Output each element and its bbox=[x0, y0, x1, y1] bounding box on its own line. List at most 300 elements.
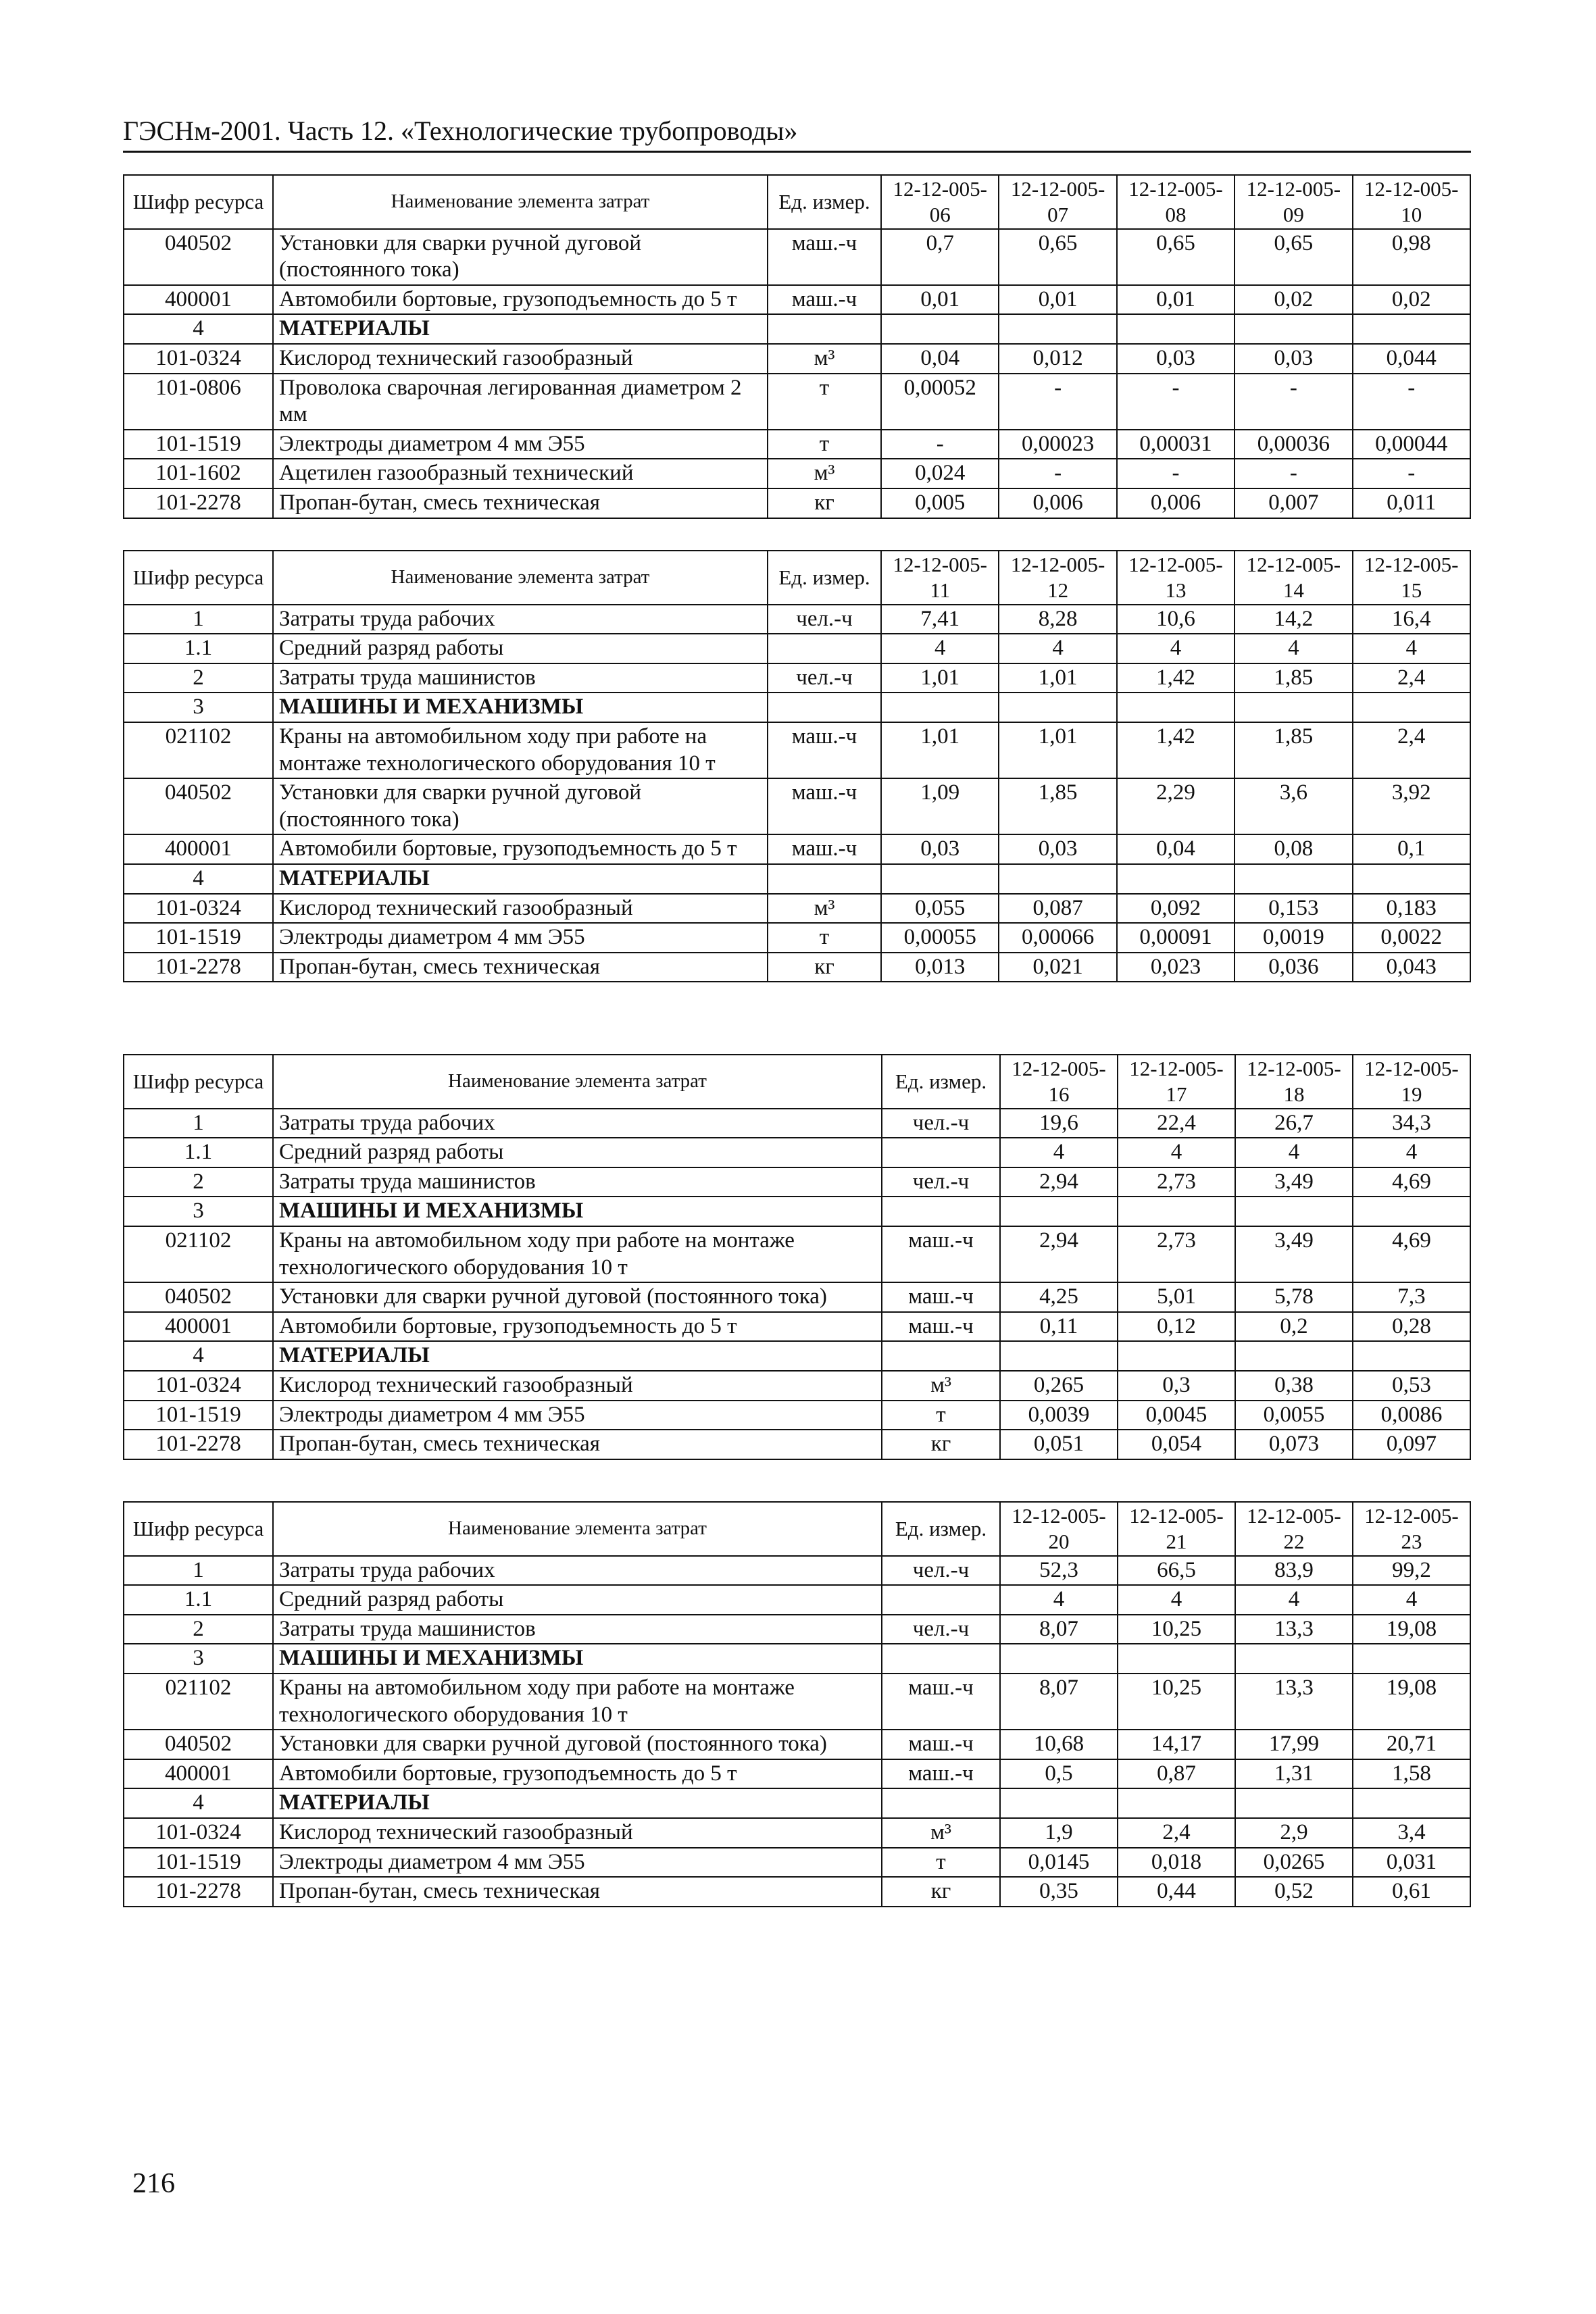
resource-code: 101-0324 bbox=[124, 1818, 273, 1848]
value-cell: 0,12 bbox=[1118, 1312, 1235, 1342]
value-cell: 0,00023 bbox=[999, 430, 1116, 459]
value-cell: 8,28 bbox=[999, 605, 1116, 634]
value-cell: 0,04 bbox=[881, 344, 999, 374]
cost-element-name: МАТЕРИАЛЫ bbox=[273, 314, 768, 344]
value-cell: 1,01 bbox=[999, 722, 1116, 778]
table-row bbox=[124, 1877, 1470, 1907]
resource-code: 021102 bbox=[124, 722, 273, 778]
value-cell: 0,092 bbox=[1117, 894, 1235, 924]
value-cell: 10,25 bbox=[1118, 1615, 1235, 1644]
table-row bbox=[124, 1401, 1470, 1430]
value-cell bbox=[881, 314, 999, 344]
value-cell: 0,02 bbox=[1353, 285, 1470, 315]
unit-cell: т bbox=[768, 923, 881, 953]
resource-code: 101-1519 bbox=[124, 1848, 273, 1878]
value-cell: - bbox=[1117, 459, 1235, 488]
unit-cell: маш.-ч bbox=[882, 1730, 1000, 1759]
norm-table-2 bbox=[123, 550, 1471, 982]
value-cell: 0,3 bbox=[1118, 1371, 1235, 1401]
value-cell: 0,11 bbox=[1000, 1312, 1118, 1342]
value-cell: 0,0019 bbox=[1235, 923, 1352, 953]
table-row bbox=[124, 488, 1470, 518]
value-cell: 0,65 bbox=[999, 229, 1116, 285]
value-cell: 0,52 bbox=[1235, 1877, 1353, 1907]
table-row bbox=[124, 778, 1470, 834]
value-cell: 0,44 bbox=[1118, 1877, 1235, 1907]
unit-cell: чел.-ч bbox=[882, 1109, 1000, 1138]
header-name: Наименование элемента затрат bbox=[273, 1055, 882, 1109]
value-cell bbox=[1353, 1644, 1470, 1674]
value-cell: 1,01 bbox=[881, 722, 999, 778]
value-cell: 7,41 bbox=[881, 605, 999, 634]
cost-element-name: Пропан-бутан, смесь техническая bbox=[273, 953, 768, 982]
header-norm-code: 12-12-005-16 bbox=[1000, 1055, 1118, 1109]
unit-cell bbox=[882, 1138, 1000, 1167]
value-cell bbox=[1353, 1788, 1470, 1818]
value-cell: 0,02 bbox=[1235, 285, 1352, 315]
unit-cell: кг bbox=[882, 1877, 1000, 1907]
header-norm-code: 12-12-005-10 bbox=[1353, 175, 1470, 229]
value-cell bbox=[1117, 314, 1235, 344]
value-cell: 0,38 bbox=[1235, 1371, 1353, 1401]
value-cell: 4 bbox=[1235, 1138, 1353, 1167]
value-cell: 0,65 bbox=[1117, 229, 1235, 285]
table-row bbox=[124, 1109, 1470, 1138]
value-cell: 0,0045 bbox=[1118, 1401, 1235, 1430]
value-cell: 4 bbox=[1353, 1138, 1470, 1167]
value-cell: - bbox=[999, 374, 1116, 430]
value-cell: 0,0265 bbox=[1235, 1848, 1353, 1878]
value-cell: 3,49 bbox=[1235, 1167, 1353, 1197]
value-cell: 1,31 bbox=[1235, 1759, 1353, 1789]
unit-cell: маш.-ч bbox=[882, 1759, 1000, 1789]
table-header-row bbox=[124, 551, 1470, 605]
unit-cell: чел.-ч bbox=[882, 1167, 1000, 1197]
value-cell: 16,4 bbox=[1353, 605, 1470, 634]
value-cell bbox=[999, 314, 1116, 344]
value-cell bbox=[1000, 1341, 1118, 1371]
value-cell: 0,65 bbox=[1235, 229, 1352, 285]
cost-element-name: Установки для сварки ручной дуговой (постоянного тока) bbox=[273, 229, 768, 285]
unit-cell: маш.-ч bbox=[882, 1226, 1000, 1282]
cost-element-name: Затраты труда машинистов bbox=[273, 1615, 882, 1644]
header-norm-code: 12-12-005-13 bbox=[1117, 551, 1235, 605]
header-code: Шифр ресурса bbox=[124, 1055, 273, 1109]
resource-code: 021102 bbox=[124, 1226, 273, 1282]
header-name: Наименование элемента затрат bbox=[273, 175, 768, 229]
resource-code: 101-1519 bbox=[124, 923, 273, 953]
header-norm-code: 12-12-005-14 bbox=[1235, 551, 1352, 605]
value-cell: 0,023 bbox=[1117, 953, 1235, 982]
resource-code: 101-0324 bbox=[124, 1371, 273, 1401]
value-cell: 0,35 bbox=[1000, 1877, 1118, 1907]
resource-code: 040502 bbox=[124, 778, 273, 834]
value-cell: 1,85 bbox=[999, 778, 1116, 834]
value-cell: 3,4 bbox=[1353, 1818, 1470, 1848]
value-cell: 0,03 bbox=[1117, 344, 1235, 374]
value-cell: 0,021 bbox=[999, 953, 1116, 982]
unit-cell: кг bbox=[768, 488, 881, 518]
value-cell: 2,94 bbox=[1000, 1226, 1118, 1282]
norm-table-4 bbox=[123, 1501, 1471, 1907]
value-cell: 13,3 bbox=[1235, 1615, 1353, 1644]
table-row bbox=[124, 1585, 1470, 1615]
table-row bbox=[124, 722, 1470, 778]
unit-cell: м³ bbox=[768, 459, 881, 488]
unit-cell: маш.-ч bbox=[768, 722, 881, 778]
value-cell: 0,2 bbox=[1235, 1312, 1353, 1342]
unit-cell: маш.-ч bbox=[768, 834, 881, 864]
value-cell: 26,7 bbox=[1235, 1109, 1353, 1138]
value-cell: 0,00091 bbox=[1117, 923, 1235, 953]
page-header: ГЭСНм-2001. Часть 12. «Технологические трубопроводы» bbox=[123, 111, 1471, 153]
header-norm-code: 12-12-005-12 bbox=[999, 551, 1116, 605]
value-cell bbox=[1000, 1197, 1118, 1226]
header-norm-code: 12-12-005-08 bbox=[1117, 175, 1235, 229]
value-cell: 0,153 bbox=[1235, 894, 1352, 924]
value-cell: 1,01 bbox=[999, 663, 1116, 693]
value-cell: 4 bbox=[1235, 1585, 1353, 1615]
value-cell bbox=[1353, 693, 1470, 722]
header-norm-code: 12-12-005-15 bbox=[1353, 551, 1470, 605]
value-cell: 3,92 bbox=[1353, 778, 1470, 834]
header-unit: Ед. измер. bbox=[882, 1502, 1000, 1556]
cost-element-name: Краны на автомобильном ходу при работе на монтаже технологического оборудования 10 т bbox=[273, 722, 768, 778]
table-row bbox=[124, 229, 1470, 285]
value-cell: 2,73 bbox=[1118, 1226, 1235, 1282]
value-cell: 0,61 bbox=[1353, 1877, 1470, 1907]
resource-code: 1 bbox=[124, 605, 273, 634]
value-cell: 52,3 bbox=[1000, 1556, 1118, 1586]
cost-element-name: Средний разряд работы bbox=[273, 634, 768, 663]
value-cell bbox=[1117, 864, 1235, 894]
resource-code: 400001 bbox=[124, 1312, 273, 1342]
resource-code: 400001 bbox=[124, 834, 273, 864]
section-row bbox=[124, 1341, 1470, 1371]
unit-cell: маш.-ч bbox=[768, 285, 881, 315]
value-cell bbox=[1353, 1197, 1470, 1226]
value-cell: 4,25 bbox=[1000, 1282, 1118, 1312]
resource-code: 101-0324 bbox=[124, 894, 273, 924]
cost-element-name: Затраты труда рабочих bbox=[273, 605, 768, 634]
value-cell: 0,08 bbox=[1235, 834, 1352, 864]
value-cell: 4 bbox=[881, 634, 999, 663]
table-row bbox=[124, 1818, 1470, 1848]
value-cell: 4 bbox=[1118, 1585, 1235, 1615]
cost-element-name: Затраты труда машинистов bbox=[273, 1167, 882, 1197]
resource-code: 101-1519 bbox=[124, 1401, 273, 1430]
unit-cell: м³ bbox=[882, 1371, 1000, 1401]
unit-cell: чел.-ч bbox=[768, 663, 881, 693]
resource-code: 101-2278 bbox=[124, 953, 273, 982]
value-cell: 5,78 bbox=[1235, 1282, 1353, 1312]
value-cell: 0,00036 bbox=[1235, 430, 1352, 459]
header-name: Наименование элемента затрат bbox=[273, 551, 768, 605]
value-cell: 0,013 bbox=[881, 953, 999, 982]
section-row bbox=[124, 1788, 1470, 1818]
value-cell: 66,5 bbox=[1118, 1556, 1235, 1586]
value-cell: 0,00044 bbox=[1353, 430, 1470, 459]
value-cell: 22,4 bbox=[1118, 1109, 1235, 1138]
cost-element-name: Электроды диаметром 4 мм Э55 bbox=[273, 1401, 882, 1430]
norm-table-3 bbox=[123, 1054, 1471, 1460]
cost-element-name: Ацетилен газообразный технический bbox=[273, 459, 768, 488]
value-cell: 0,005 bbox=[881, 488, 999, 518]
unit-cell bbox=[882, 1197, 1000, 1226]
header-code: Шифр ресурса bbox=[124, 551, 273, 605]
value-cell: 17,99 bbox=[1235, 1730, 1353, 1759]
resource-code: 2 bbox=[124, 1615, 273, 1644]
table-row bbox=[124, 1430, 1470, 1459]
resource-code: 1.1 bbox=[124, 634, 273, 663]
table-row bbox=[124, 1848, 1470, 1878]
cost-element-name: Кислород технический газообразный bbox=[273, 894, 768, 924]
value-cell bbox=[1235, 1341, 1353, 1371]
table-header-row bbox=[124, 175, 1470, 229]
value-cell bbox=[1235, 1644, 1353, 1674]
value-cell: 2,73 bbox=[1118, 1167, 1235, 1197]
value-cell: 1,01 bbox=[881, 663, 999, 693]
header-norm-code: 12-12-005-21 bbox=[1118, 1502, 1235, 1556]
value-cell: 1,85 bbox=[1235, 663, 1352, 693]
value-cell: 5,01 bbox=[1118, 1282, 1235, 1312]
value-cell bbox=[881, 864, 999, 894]
value-cell: 3,6 bbox=[1235, 778, 1352, 834]
cost-element-name: Установки для сварки ручной дуговой (постоянного тока) bbox=[273, 1730, 882, 1759]
resource-code: 1 bbox=[124, 1109, 273, 1138]
value-cell: 0,00055 bbox=[881, 923, 999, 953]
value-cell: 0,055 bbox=[881, 894, 999, 924]
value-cell: 0,53 bbox=[1353, 1371, 1470, 1401]
table-row bbox=[124, 1615, 1470, 1644]
unit-cell: м³ bbox=[768, 344, 881, 374]
cost-element-name: МАТЕРИАЛЫ bbox=[273, 1341, 882, 1371]
header-norm-code: 12-12-005-09 bbox=[1235, 175, 1352, 229]
value-cell: 34,3 bbox=[1353, 1109, 1470, 1138]
value-cell: - bbox=[1353, 459, 1470, 488]
value-cell: 8,07 bbox=[1000, 1615, 1118, 1644]
cost-element-name: Автомобили бортовые, грузоподъемность до 5 т bbox=[273, 1312, 882, 1342]
resource-code: 1 bbox=[124, 1556, 273, 1586]
value-cell: 13,3 bbox=[1235, 1674, 1353, 1730]
unit-cell: м³ bbox=[882, 1818, 1000, 1848]
cost-element-name: Кислород технический газообразный bbox=[273, 1818, 882, 1848]
section-row bbox=[124, 864, 1470, 894]
value-cell: 8,07 bbox=[1000, 1674, 1118, 1730]
resource-code: 101-0806 bbox=[124, 374, 273, 430]
resource-code: 3 bbox=[124, 1197, 273, 1226]
resource-code: 2 bbox=[124, 663, 273, 693]
resource-code: 040502 bbox=[124, 1730, 273, 1759]
resource-code: 101-1602 bbox=[124, 459, 273, 488]
value-cell: 0,024 bbox=[881, 459, 999, 488]
value-cell bbox=[999, 864, 1116, 894]
value-cell bbox=[1118, 1197, 1235, 1226]
value-cell: 0,0022 bbox=[1353, 923, 1470, 953]
value-cell: 2,9 bbox=[1235, 1818, 1353, 1848]
cost-element-name: МАШИНЫ И МЕХАНИЗМЫ bbox=[273, 693, 768, 722]
cost-element-name: Пропан-бутан, смесь техническая bbox=[273, 1877, 882, 1907]
header-norm-code: 12-12-005-07 bbox=[999, 175, 1116, 229]
table-row bbox=[124, 285, 1470, 315]
value-cell: 1,85 bbox=[1235, 722, 1352, 778]
value-cell: 4 bbox=[1117, 634, 1235, 663]
value-cell: 0,01 bbox=[1117, 285, 1235, 315]
value-cell bbox=[1000, 1644, 1118, 1674]
value-cell: 0,0039 bbox=[1000, 1401, 1118, 1430]
value-cell: 2,4 bbox=[1353, 722, 1470, 778]
unit-cell: т bbox=[882, 1848, 1000, 1878]
unit-cell: чел.-ч bbox=[882, 1615, 1000, 1644]
cost-element-name: МАТЕРИАЛЫ bbox=[273, 864, 768, 894]
table-row bbox=[124, 663, 1470, 693]
resource-code: 101-1519 bbox=[124, 430, 273, 459]
cost-element-name: Проволока сварочная легированная диаметром 2 мм bbox=[273, 374, 768, 430]
cost-element-name: Электроды диаметром 4 мм Э55 bbox=[273, 430, 768, 459]
unit-cell: м³ bbox=[768, 894, 881, 924]
value-cell: 0,5 bbox=[1000, 1759, 1118, 1789]
table-row bbox=[124, 923, 1470, 953]
unit-cell: кг bbox=[768, 953, 881, 982]
header-code: Шифр ресурса bbox=[124, 1502, 273, 1556]
unit-cell: маш.-ч bbox=[768, 229, 881, 285]
value-cell: 0,265 bbox=[1000, 1371, 1118, 1401]
value-cell: 1,42 bbox=[1117, 722, 1235, 778]
norm-table-1 bbox=[123, 174, 1471, 519]
table-row bbox=[124, 1556, 1470, 1586]
value-cell: 0,036 bbox=[1235, 953, 1352, 982]
header-norm-code: 12-12-005-22 bbox=[1235, 1502, 1353, 1556]
value-cell: 1,9 bbox=[1000, 1818, 1118, 1848]
value-cell bbox=[1353, 1341, 1470, 1371]
table-row bbox=[124, 634, 1470, 663]
value-cell: 0,1 bbox=[1353, 834, 1470, 864]
value-cell: 0,011 bbox=[1353, 488, 1470, 518]
table-row bbox=[124, 605, 1470, 634]
value-cell: - bbox=[1235, 374, 1352, 430]
resource-code: 101-2278 bbox=[124, 488, 273, 518]
unit-cell: чел.-ч bbox=[768, 605, 881, 634]
header-code: Шифр ресурса bbox=[124, 175, 273, 229]
cost-element-name: Автомобили бортовые, грузоподъемность до 5 т bbox=[273, 285, 768, 315]
value-cell: 0,00031 bbox=[1117, 430, 1235, 459]
table-row bbox=[124, 1312, 1470, 1342]
value-cell bbox=[1118, 1644, 1235, 1674]
table-row bbox=[124, 344, 1470, 374]
cost-element-name: Затраты труда рабочих bbox=[273, 1109, 882, 1138]
resource-code: 1.1 bbox=[124, 1138, 273, 1167]
cost-element-name: Установки для сварки ручной дуговой (постоянного тока) bbox=[273, 1282, 882, 1312]
value-cell bbox=[999, 693, 1116, 722]
value-cell: 7,3 bbox=[1353, 1282, 1470, 1312]
value-cell: 0,051 bbox=[1000, 1430, 1118, 1459]
header-norm-code: 12-12-005-23 bbox=[1353, 1502, 1470, 1556]
cost-element-name: Пропан-бутан, смесь техническая bbox=[273, 1430, 882, 1459]
value-cell: 3,49 bbox=[1235, 1226, 1353, 1282]
value-cell: 19,08 bbox=[1353, 1674, 1470, 1730]
value-cell: 0,043 bbox=[1353, 953, 1470, 982]
unit-cell: т bbox=[882, 1401, 1000, 1430]
value-cell bbox=[1117, 693, 1235, 722]
value-cell bbox=[1118, 1788, 1235, 1818]
resource-code: 3 bbox=[124, 1644, 273, 1674]
resource-code: 101-2278 bbox=[124, 1877, 273, 1907]
section-row bbox=[124, 1644, 1470, 1674]
value-cell: 0,183 bbox=[1353, 894, 1470, 924]
table-row bbox=[124, 430, 1470, 459]
value-cell: 1,09 bbox=[881, 778, 999, 834]
unit-cell: т bbox=[768, 430, 881, 459]
value-cell: 0,018 bbox=[1118, 1848, 1235, 1878]
table-header-row bbox=[124, 1502, 1470, 1556]
unit-cell: кг bbox=[882, 1430, 1000, 1459]
cost-element-name: Средний разряд работы bbox=[273, 1138, 882, 1167]
value-cell: 0,006 bbox=[999, 488, 1116, 518]
table-header-row bbox=[124, 1055, 1470, 1109]
table-row bbox=[124, 1371, 1470, 1401]
value-cell: - bbox=[1353, 374, 1470, 430]
value-cell: 2,4 bbox=[1353, 663, 1470, 693]
value-cell: 4,69 bbox=[1353, 1167, 1470, 1197]
resource-code: 400001 bbox=[124, 285, 273, 315]
value-cell: - bbox=[999, 459, 1116, 488]
resource-code: 2 bbox=[124, 1167, 273, 1197]
value-cell bbox=[1235, 693, 1352, 722]
value-cell bbox=[1235, 1197, 1353, 1226]
value-cell bbox=[1353, 314, 1470, 344]
value-cell bbox=[1353, 864, 1470, 894]
value-cell bbox=[881, 693, 999, 722]
header-norm-code: 12-12-005-11 bbox=[881, 551, 999, 605]
value-cell: 0,7 bbox=[881, 229, 999, 285]
value-cell bbox=[1235, 314, 1352, 344]
value-cell: 0,031 bbox=[1353, 1848, 1470, 1878]
table-row bbox=[124, 459, 1470, 488]
table-row bbox=[124, 1282, 1470, 1312]
value-cell: 99,2 bbox=[1353, 1556, 1470, 1586]
value-cell: 0,04 bbox=[1117, 834, 1235, 864]
unit-cell: маш.-ч bbox=[882, 1674, 1000, 1730]
header-norm-code: 12-12-005-06 bbox=[881, 175, 999, 229]
value-cell bbox=[1000, 1788, 1118, 1818]
value-cell: 0,073 bbox=[1235, 1430, 1353, 1459]
resource-code: 101-2278 bbox=[124, 1430, 273, 1459]
value-cell: 19,6 bbox=[1000, 1109, 1118, 1138]
value-cell: 1,58 bbox=[1353, 1759, 1470, 1789]
page-number: 216 bbox=[132, 2168, 175, 2199]
section-row bbox=[124, 693, 1470, 722]
value-cell: 0,0086 bbox=[1353, 1401, 1470, 1430]
value-cell bbox=[1235, 1788, 1353, 1818]
value-cell: 4 bbox=[1235, 634, 1352, 663]
unit-cell: маш.-ч bbox=[768, 778, 881, 834]
value-cell: 4 bbox=[1353, 1585, 1470, 1615]
header-name: Наименование элемента затрат bbox=[273, 1502, 882, 1556]
unit-cell: т bbox=[768, 374, 881, 430]
cost-element-name: Затраты труда машинистов bbox=[273, 663, 768, 693]
value-cell: 14,17 bbox=[1118, 1730, 1235, 1759]
value-cell: 0,097 bbox=[1353, 1430, 1470, 1459]
header-unit: Ед. измер. bbox=[882, 1055, 1000, 1109]
value-cell: 4 bbox=[1000, 1138, 1118, 1167]
resource-code: 040502 bbox=[124, 229, 273, 285]
value-cell bbox=[1118, 1341, 1235, 1371]
resource-code: 3 bbox=[124, 693, 273, 722]
cost-element-name: МАТЕРИАЛЫ bbox=[273, 1788, 882, 1818]
value-cell: 1,42 bbox=[1117, 663, 1235, 693]
header-unit: Ед. измер. bbox=[768, 175, 881, 229]
unit-cell bbox=[768, 864, 881, 894]
